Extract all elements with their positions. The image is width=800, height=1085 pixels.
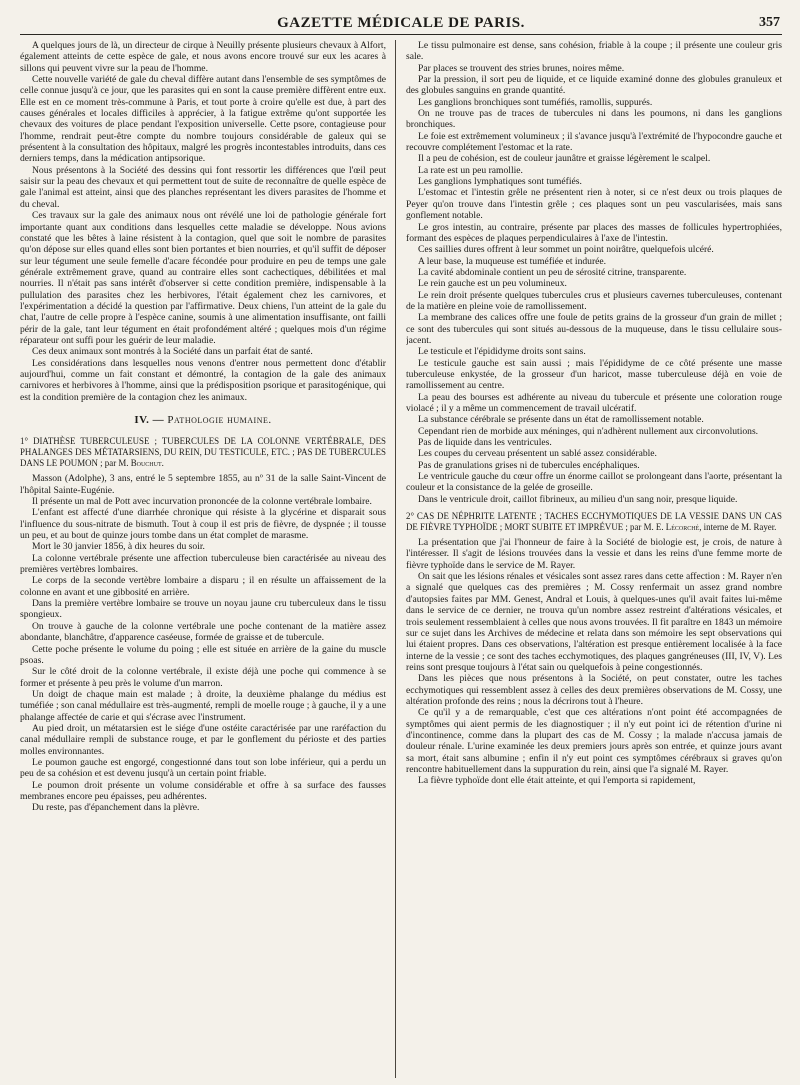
paragraph: Le corps de la seconde vertèbre lombaire a disparu ; il en résulte un affaissement de la colonne en avant et une gibbosité en arrière. [20,575,386,598]
left-column [20,40,386,1078]
observation-heading [406,511,782,533]
column-divider [395,40,396,1078]
paragraph: Le testicule gauche est sain aussi ; mais l'épididyme de ce côté présente une masse tuberculeuse enkystée, de la grosseur d'un haricot, masse tuberculeuse déjà en voie de ramollissement au centre. [406,357,782,392]
paragraph: Mort le 30 janvier 1856, à dix heures du soir. [32,541,205,553]
right-column [406,40,782,1078]
paragraph: Cependant rien de morbide aux méninges, qui n'adhèrent nullement aux circonvolutions. [418,425,759,437]
paragraph: Par la pression, il sort peu de liquide, et ce liquide examiné donne des globules granuleux et des globules sanguins en grande quantité. [406,74,782,97]
left-top-paragraphs [20,40,386,403]
paragraph: La substance cérébrale se présente dans un état de ramollissement notable. [418,414,704,426]
paragraph: Le rein gauche est un peu volumineux. [418,278,567,290]
paragraph: La rate est un peu ramollie. [418,164,523,176]
observation-author: Lécorché, [665,522,702,533]
paragraph: La peau des bourses est adhérente au niveau du tubercule et présente une coloration rouge violacé ; il y a même un commencement de travail ulcératif. [406,391,782,414]
paragraph: On trouve à gauche de la colonne vertébrale une poche contenant de la matière assez abondante, blanchâtre, d'apparence caséeuse, formée de graisse et de tubercule. [20,620,386,644]
paragraph: Du reste, pas d'épanchement dans la plèvre. [32,802,200,814]
paragraph: Ce qu'il y a de remarquable, c'est que ces altérations n'ont point été accompagnées de symptômes qui aient permis de les diagnostiquer ; il n'y eut point ici de rétention d'urine ni d'incontinence, comme dans la plupart des cas de M. Cossy ; la malade n'accusa jamais de douleur rénale. L'urine examinée les deux premiers jours après son entrée, et quinze jours avant sa mort, était sans albumine ; enfin il n'y eut point ces symptômes cérébraux si graves qu'on rencontre habituellement dans la suppuration du rein, ainsi que l'a signalé M. Rayer. [406,707,782,775]
page-header [20,10,782,35]
paragraph: Nous présentons à la Société des dessins qui font ressortir les différences que l'œil peut saisir sur la peau des chevaux et qui permettent tout de suite de reconnaître de quelle espèce de gale l'animal est atteint, ainsi que des planches représentant les divers parasites de l'homme et du cheval. [20,164,386,210]
paragraph: La colonne vertébrale présente une affection tuberculeuse bien caractérisée au niveau des premières vertèbres lombaires. [20,552,386,576]
observation-title: 1° DIATHÈSE TUBERCULEUSE ; TUBERCULES DE LA COLONNE VERTÉBRALE, DES PHALANGES DES MÉTATARSIENS, DU REIN, DU TESTICULE, ETC. ; PAS DE TUBERCULES DANS LE POUMON ; par M. [20,436,386,469]
paragraph: Par places se trouvent des stries brunes, noires même. [418,62,625,74]
text-columns [20,40,782,1078]
paragraph: Cette poche présente le volume du poing ; elle est située en arrière de la gaine du muscle psoas. [20,643,386,666]
paragraph: Un doigt de chaque main est malade ; à droite, la deuxième phalange du médius est tuméfiée ; son canal médullaire est très-augmenté, rempli de moelle rouge ; à gauche, il y a une phalange affectée de carie et qui s'écrase avec l'instrument. [20,688,386,723]
right-top-paragraphs [406,40,782,505]
newspaper-page [20,10,782,1078]
paragraph: Le rein droit présente quelques tubercules crus et plusieurs cavernes tuberculeuses, contenant de la matière en pleine voie de ramollissement. [406,289,782,312]
paragraph: Le tissu pulmonaire est dense, sans cohésion, friable à la coupe ; il présente une couleur gris sale. [406,40,782,63]
paragraph: L'enfant est affecté d'une diarrhée chronique qui résiste à la glycérine et disparait sous l'influence du sous-nitrate de bismuth. Tout à coup il est pris de fièvre, de dyspnée ; il tousse un peu, et au bout de quinze jours tombe dans un état complet de marasme. [20,507,386,542]
paragraph: Les coupes du cerveau présentent un sablé assez considérable. [418,448,657,460]
paragraph: La cavité abdominale contient un peu de sérosité citrine, transparente. [418,266,687,278]
paragraph: Les ganglions bronchiques sont tuméfiés, ramollis, suppurés. [418,96,653,108]
right-bottom-paragraphs [406,537,782,787]
paragraph: Il a peu de cohésion, est de couleur jaunâtre et graisse légèrement le scalpel. [418,153,711,165]
paragraph: Ces deux animaux sont montrés à la Société dans un parfait état de santé. [32,346,313,358]
paragraph: Le poumon gauche est engorgé, congestionné dans tout son lobe inférieur, qui a perdu un peu de sa cohésion et est devenu jusqu'à un certain point friable. [20,756,386,780]
paragraph: Au pied droit, un métatarsien est le siége d'une ostéite caractérisée par une raréfaction du canal médullaire rempli de substance rouge, et par le gonflement du périoste et des parties molles environnantes. [20,722,386,757]
section-title: Pathologie humaine. [167,414,272,426]
observation-author-note: interne de M. Rayer. [703,522,777,533]
paragraph: La fièvre typhoïde dont elle était atteinte, et qui l'emporta si rapidement, [418,775,696,787]
paragraph: Masson (Adolphe), 3 ans, entré le 5 septembre 1855, au nº 31 de la salle Saint-Vincent de l'hôpital Sainte-Eugénie. [20,473,386,496]
paragraph: On ne trouve pas de traces de tubercules ni dans les poumons, ni dans les ganglions bronchiques. [406,108,782,131]
observation-title: 2° CAS DE NÉPHRITE LATENTE ; TACHES ECCHYMOTIQUES DE LA VESSIE DANS UN CAS DE FIÈVRE TYPHOÏDE ; MORT SUBITE ET IMPRÉVUE ; par M. E. [406,511,782,533]
paragraph: Le testicule et l'épididyme droits sont sains. [418,346,586,358]
journal-title: GAZETTE MÉDICALE DE PARIS. [277,15,525,31]
paragraph: Il présente un mal de Pott avec incurvation prononcée de la colonne vertébrale lombaire. [32,496,372,508]
page-number: 357 [759,15,780,30]
paragraph: La présentation que j'ai l'honneur de faire à la Société de biologie est, je crois, de nature à l'intéresser. Il s'agit de lésions trouvées dans la vessie et dans les reins d'une femme morte de fièvre typhoïde dans le service de M. Rayer. [406,537,782,571]
paragraph: Le poumon droit présente un volume considérable et offre à sa surface des fausses membranes encore peu épaisses, peu adhérentes. [20,779,386,802]
paragraph: La membrane des calices offre une foule de petits grains de la grosseur d'un grain de millet ; ce sont des tubercules qui sont situés au-dessous de la muqueuse, dans le tissu cellulaire sous-jacent. [406,312,782,346]
paragraph: Pas de granulations grises ni de tubercules encéphaliques. [418,459,640,471]
paragraph: Ces saillies dures offrent à leur sommet un point noirâtre, quelquefois ulcéré. [418,244,714,256]
paragraph: Les ganglions lymphatiques sont tuméfiés. [418,176,582,188]
paragraph: Dans le ventricule droit, caillot fibrineux, au milieu d'un sang noir, presque liquide. [418,493,738,505]
section-roman-numeral: IV. — [134,414,165,426]
paragraph: Les considérations dans lesquelles nous venons d'entrer nous permettent donc d'établir aujourd'hui, comme un fait constant et démontré, la contagion de la gale des animaux carnivores et herbivores à l'homme, ainsi que la prédisposition psorique et parasitogénique, qui est la condition première de la contagion chez les animaux. [20,357,386,403]
paragraph: Dans la première vertèbre lombaire se trouve un noyau jaune cru tuberculeux dans le tissu spongieux. [20,598,386,621]
paragraph: Le ventricule gauche du cœur offre un énorme caillot se prolongeant dans l'aorte, présentant la couleur et la consistance de la gelée de groseille. [406,471,782,494]
observation-author: Bouchut. [130,458,164,469]
paragraph: Le foie est extrêmement volumineux ; il s'avance jusqu'à l'extrémité de l'hypocondre gauche et recouvre complétement l'estomac et la rate. [406,130,782,154]
observation-heading [20,436,386,469]
paragraph: L'estomac et l'intestin grêle ne présentent rien à noter, si ce n'est deux ou trois plaques de Peyer qu'on trouve dans l'intestin grêle ; ces plaques sont un peu vascularisées, mais sans gonflement notable. [406,187,782,222]
left-bottom-paragraphs [20,473,386,813]
paragraph: Le gros intestin, au contraire, présente par places des masses de follicules hypertrophiées, formant des espèces de plaques perpendiculaires à l'axe de l'intestin. [406,221,782,244]
paragraph: A leur base, la muqueuse est tuméfiée et indurée. [418,255,607,267]
paragraph: A quelques jours de là, un directeur de cirque à Neuilly présente plusieurs chevaux à Alfort, également atteints de cette espèce de gale, et nous avons encore trouvé sur eux les acares à sillons qui peuvent vivre sur la peau de l'homme. [20,40,386,74]
paragraph: Dans les pièces que nous présentons à la Société, on peut constater, outre les taches ecchymotiques qui ressemblent assez à celles des deux premières observations de M. Cossy, une altération profonde des reins ; nous la décrirons tout à l'heure. [406,673,782,707]
paragraph: Ces travaux sur la gale des animaux nous ont révélé une loi de pathologie générale fort importante quant aux conditions dans lesquelles cette maladie se développe. Nous avions constaté que les bêtes à laine résistent à la contagion, quel que soit le nombre de parasites qu'on dépose sur elles quand elles sont bien portantes et bien nourries, et qu'il suffit de déposer sur leur tégument une seule femelle d'acare fécondée pour produire en peu de temps une gale générale extrêmement grave, quand au contraire elles sont cachectiques, débilitées et mal nourries. Il n'était pas sans intérêt d'observer si cette condition première, indispensable à la pullulation des parasites chez les herbivores, l'était également chez les carnivores, et l'expérimentation a décidé la question par l'affirmative. Deux chiens, l'un atteint de la gale du chat, l'autre de celle propre à l'espèce canine, soumis à une alimentation insuffisante, ont failli périr de la gale, tant leur tégument en était profondément altéré ; quelques mois d'un régime réparateur ont suffi pour les guérir de leur maladie. [20,210,386,346]
paragraph: On sait que les lésions rénales et vésicales sont assez rares dans cette affection : M. Rayer n'en a signalé que quelques cas des premières ; M. Cossy renfermait un assez grand nombre d'autopsies faites par MM. Genest, Andral et Louis, à quelques-unes qu'il avait faites lui-même dans le service de ce dernier, ne trouva qu'un nombre assez restreint d'altérations vésicales, et trois seulement ressemblaient à celles que nous avons trouvées. Il fit paraître en 1843 un mémoire sur ce sujet dans les Archives de médecine et relata dans son mémoire les sept observations qui lui étaient propres. Dans ces observations, l'altération est presque entièrement localisée à la face interne de la vessie ; ce sont des taches ecchymotiques, des plaques gangréneuses (III, IV, V). Les reins sont presque toujours à l'état sain ou quelquefois à peine congestionnés. [406,571,782,673]
paragraph: Sur le côté droit de la colonne vertébrale, il existe déjà une poche qui commence à se former et présente à peu près le volume d'un marron. [20,666,386,689]
section-heading [20,415,386,426]
paragraph: Pas de liquide dans les ventricules. [418,437,552,449]
paragraph: Cette nouvelle variété de gale du cheval diffère autant dans l'ensemble de ses symptômes de celle connue jusqu'à ce jour, que les parasites qui en sont la cause première diffèrent entre eux. Elle est en ce moment très-commune à Paris, et tout porte à croire qu'elle est due, à part des causes générales et locales difficiles à apprécier, à la fatigue extrême qu'ont supportée les chevaux des voitures de place pendant l'exposition universelle. Cette psore, contagieuse pour l'homme, rendrait peut-être compte du nombre toujours considérable de galeux qui se présentent à la consultation des hôpitaux, malgré les progrès incontestables introduits, dans ces derniers temps, dans la médication antipsorique. [20,74,386,165]
